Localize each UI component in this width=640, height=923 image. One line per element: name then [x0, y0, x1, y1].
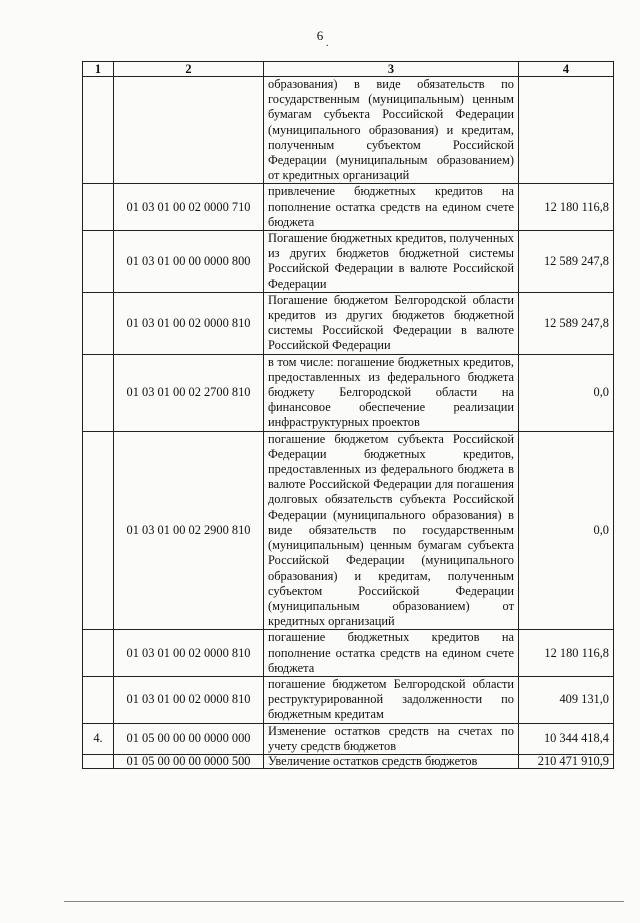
table-row	[83, 354, 614, 431]
header-col-1: 1	[83, 62, 114, 77]
budget-code: 01 03 01 00 00 0000 800	[114, 231, 264, 293]
row-description: погашение бюджетом субъекта Российской Федерации бюджетных кредитов, предоставленных из федерального бюджета в валюте Российской Федерации для погашения долговых обязательств субъекта Российской Федерации (муниципального образования) в виде обязательств по государственным (муниципальным) ценным бумагам субъекта Российской Федерации (муниципального образования) и кредитам, полученным субъектом Российской Федерации (муниципальным образованием) от кредитных организаций	[264, 431, 519, 630]
budget-code: 01 05 00 00 00 0000 000	[114, 723, 264, 754]
table-row	[83, 754, 614, 768]
row-number: 4.	[83, 723, 114, 754]
table-row	[83, 231, 614, 293]
page-number: 6	[316, 28, 324, 43]
row-amount: 12 180 116,8	[519, 630, 614, 677]
row-number	[83, 754, 114, 768]
budget-sources-table	[82, 61, 614, 769]
budget-code: 01 03 01 00 02 0000 710	[114, 184, 264, 231]
header-col-2: 2	[114, 62, 264, 77]
row-description: Изменение остатков средств на счетах по учету средств бюджетов	[264, 723, 519, 754]
row-number	[83, 231, 114, 293]
row-description: привлечение бюджетных кредитов на пополнение остатка средств на едином счете бюджета	[264, 184, 519, 231]
budget-code: 01 03 01 00 02 0000 810	[114, 676, 264, 723]
budget-code: 01 03 01 00 02 0000 810	[114, 292, 264, 354]
table-row	[83, 676, 614, 723]
table-row	[83, 723, 614, 754]
row-amount: 0,0	[519, 431, 614, 630]
table-row	[83, 630, 614, 677]
header-col-4: 4	[519, 62, 614, 77]
row-amount: 12 180 116,8	[519, 184, 614, 231]
row-number	[83, 630, 114, 677]
row-description: погашение бюджетом Белгородской области реструктурированной задолженности по бюджетным кредитам	[264, 676, 519, 723]
budget-code: 01 03 01 00 02 2900 810	[114, 431, 264, 630]
row-number	[83, 77, 114, 184]
table-row	[83, 292, 614, 354]
table-header-row	[83, 62, 614, 77]
row-description: в том числе: погашение бюджетных кредитов, предоставленных из федерального бюджета бюджету Белгородской области на финансовое обеспечение реализации инфраструктурных проектов	[264, 354, 519, 431]
budget-code	[114, 77, 264, 184]
row-description: Погашение бюджетом Белгородской области кредитов из других бюджетов бюджетной системы Российской Федерации в валюте Российской Федерации	[264, 292, 519, 354]
budget-code: 01 05 00 00 00 0000 500	[114, 754, 264, 768]
row-amount: 409 131,0	[519, 676, 614, 723]
row-number	[83, 184, 114, 231]
row-amount: 210 471 910,9	[519, 754, 614, 768]
row-amount: 0,0	[519, 354, 614, 431]
budget-code: 01 03 01 00 02 0000 810	[114, 630, 264, 677]
table-row	[83, 431, 614, 630]
page-dot: .	[326, 38, 329, 49]
row-amount: 10 344 418,4	[519, 723, 614, 754]
row-number	[83, 431, 114, 630]
row-description: образования) в виде обязательств по государственным (муниципальным) ценным бумагам субъекта Российской Федерации (муниципального образования) и кредитам, полученным субъектом Российской Федерации (муниципальным образованием) от кредитных организаций	[264, 77, 519, 184]
row-number	[83, 676, 114, 723]
row-description: Увеличение остатков средств бюджетов	[264, 754, 519, 768]
header-col-3: 3	[264, 62, 519, 77]
budget-code: 01 03 01 00 02 2700 810	[114, 354, 264, 431]
row-description: погашение бюджетных кредитов на пополнение остатка средств на едином счете бюджета	[264, 630, 519, 677]
row-number	[83, 354, 114, 431]
table-row	[83, 77, 614, 184]
row-description: Погашение бюджетных кредитов, полученных из других бюджетов бюджетной системы Российской Федерации в валюте Российской Федерации	[264, 231, 519, 293]
row-number	[83, 292, 114, 354]
row-amount	[519, 77, 614, 184]
row-amount: 12 589 247,8	[519, 292, 614, 354]
row-amount: 12 589 247,8	[519, 231, 614, 293]
footer-divider	[64, 901, 624, 902]
table-row	[83, 184, 614, 231]
